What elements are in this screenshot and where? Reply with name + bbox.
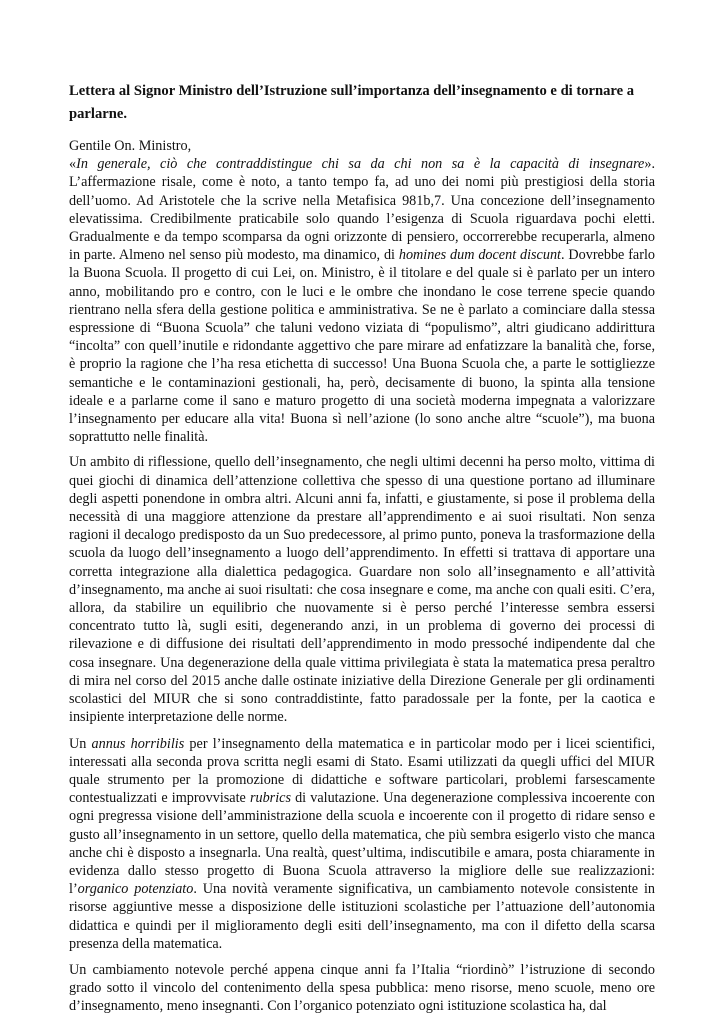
paragraph-3 — [69, 735, 655, 953]
paragraph-1-text-b: . Dovrebbe farlo la Buona Scuola. Il progetto di cui Lei, on. Ministro, è il titolare e del quale si è parlato per un intero anno, mobilitando pro e contro, con le luci e le ombre che inondano le cose terrene specie quando rientrano nella sfera della gestione politica e amministrativa. Se ne è parlato a cominciare dalla stessa espressione di “Buona Scuola” che taluni vedono viziata di “populismo”, altri giudicano addirittura “incolta” con quell’inutile e ridondante aggettivo che pare mirare ad enfatizzare la banalità che, forse, è proprio la ragione che l’ha resa etichetta di successo! Una Buona Scuola che, a parte le sottigliezze semantiche e le contaminazioni gestionali, ha, però, decisamente di buono, la spinta alla tensione ideale e a parlarne come il sano e maturo progetto di una società moderna impegnata a valorizzare l’insegnamento per educare alla vita! Buona sì nell’azione (lo sono anche altre “scuole”), ma buona soprattutto nelle finalità. — [69, 247, 655, 446]
letter-page — [69, 80, 655, 1024]
annus-horribilis: annus horribilis — [91, 735, 185, 752]
paragraph-3-text-c: di valutazione. Una degenerazione complessiva incoerente con ogni pregressa visione dell’amministrazione della scuola e incoerente con il progetto di ridare senso e gusto all’insegnamento in un settore, quello della matematica, che più sembra esigerlo visto che manca anche chi è disposto a insegnarla. Una realtà, quest’ultima, indiscutibile e amara, posta chiaramente in evidenza dallo stesso progetto di Buona Scuola attraverso la migliore delle sue realizzazioni: l’ — [69, 790, 655, 898]
organico-potenziato: organico potenziato — [77, 881, 194, 898]
paragraph-2: Un ambito di riflessione, quello dell’insegnamento, che negli ultimi decenni ha perso molto, vittima di quei giochi di dinamica dell’attenzione collettiva che spesso di una questione portano ad illuminare degli aspetti ponendone in ombra altri. Alcuni anni fa, infatti, e giustamente, si pose il problema della necessità di una maggiore attenzione da prestare all’apprendimento e ai suoi risultati. Non senza ragioni il decalogo predisposto da un Suo predecessore, al primo punto, poneva la trasformazione della scuola da luogo dell’insegnamento a luogo dell’apprendimento. In effetti si trattava di apportare una corretta integrazione alla dialettica pedagogica. Guardare non solo all’insegnamento e all’attività d’insegnamento, ma anche ai suoi risultati: che cosa insegnare e come, ma anche con quali esiti. C’era, allora, da stabilire un equilibrio che nuovamente si è perso perché l’interesse sembra essersi concentrato tutto là, sugli esiti, degenerando anzi, in un problema di governo dei processi di rilevazione e di diffusione dei risultati dell’apprendimento in modo pressoché indipendente dal che cosa insegnare. Una degenerazione della quale vittima privilegiata è stata la matematica presa peraltro di mira nel corso del 2015 anche dalle ostinate iniziative della Direzione Generale per gli ordinamenti scolastici del MIUR che si sono contraddistinte, fatto paradossale per la fonte, per la caotica e insipiente interpretazione delle norme. — [69, 454, 655, 726]
paragraph-1-text-a: L’affermazione risale, come è noto, a tanto tempo fa, ad uno dei nomi più prestigiosi della storia dell’uomo. Ad Aristotele che la scrive nella Metafisica 981b,7. Una concezione dell’insegnamento elevatissima. Credibilmente praticabile solo quando l’esigenza di Scuola riguardava pochi eletti. Gradualmente e da tempo scomparsa da ogni orizzonte di pensiero, occorrerebbe recuperarla, almeno in parte. Almeno nel senso più modesto, ma dinamico, di — [69, 174, 655, 264]
letter-title: Lettera al Signor Ministro dell’Istruzione sull’importanza dell’insegnamento e di tornare a parlarne. — [69, 83, 635, 122]
aristotle-quote: In generale, ciò che contraddistingue chi sa da chi non sa è la capacità di insegnare — [76, 156, 645, 173]
quote-open: « — [69, 156, 77, 173]
paragraph-3-text-d: . Una novità veramente significativa, un cambiamento notevole consistente in risorse aggiuntive messe a disposizione delle istituzioni scolastiche per l’attuazione dell’autonomia didattica e quindi per il miglioramento degli esiti dell’insegnamento, ma con il difetto della scarsa presenza della matematica. — [69, 881, 655, 952]
paragraph-1 — [69, 155, 655, 446]
greeting: Gentile On. Ministro, — [69, 138, 192, 154]
paragraph-3-text-b: per l’insegnamento della matematica e in particolar modo per i licei scientifici, interessati alla seconda prova scritta negli esami di Stato. Esami utilizzati da quegli uffici del MIUR quale strumento per la promozione di didattiche e software particolari, problemi farsescamente contestualizzati e improvvisate — [69, 735, 655, 807]
rubrics-term: rubrics — [249, 790, 291, 807]
paragraph-4: Un cambiamento notevole perché appena cinque anni fa l’Italia “riordinò” l’istruzione di secondo grado sotto il vincolo del contenimento della spesa pubblica: meno risorse, meno scuole, meno ore d’insegnamento, meno insegnanti. Con l’organico potenziato ogni istituzione scolastica ha, dal — [69, 961, 655, 1015]
latin-phrase: homines dum docent discunt — [398, 247, 561, 264]
paragraph-3-text-a: Un — [69, 735, 92, 752]
quote-close: ». — [644, 156, 655, 173]
